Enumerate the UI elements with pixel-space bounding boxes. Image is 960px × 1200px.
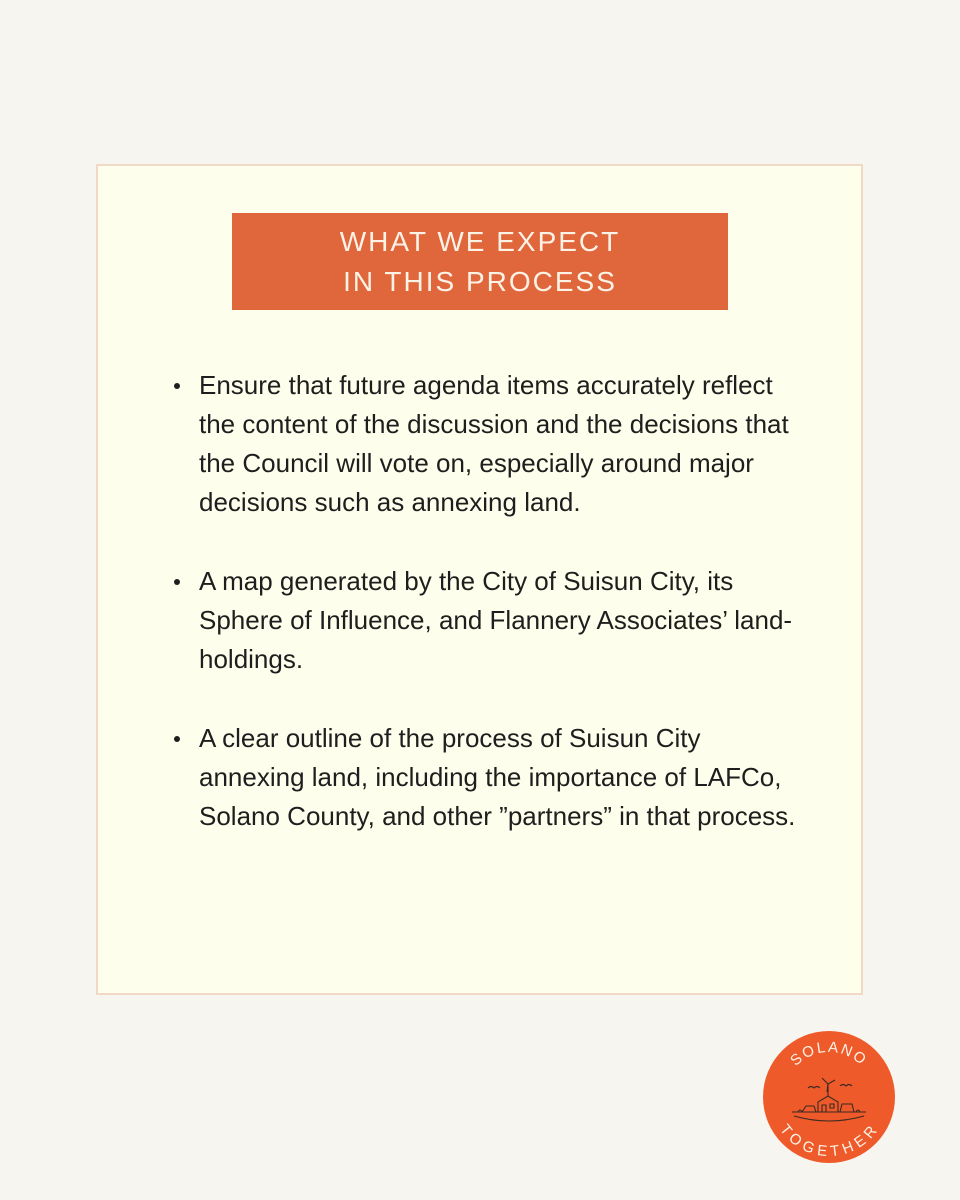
list-item: A map generated by the City of Suisun City, its Sphere of Influence, and Flannery Associates’ land-holdings.: [168, 562, 808, 679]
heading-banner: [232, 213, 728, 310]
content-card: [96, 164, 863, 995]
list-item: Ensure that future agenda items accurately reflect the content of the discussion and the decisions that the Council will vote on, especially around major decisions such as annexing land.: [168, 366, 808, 522]
heading-line-2: IN THIS PROCESS: [343, 265, 617, 297]
expectations-list: [168, 366, 808, 876]
logo-bottom-text: TOGETHER: [775, 1121, 883, 1161]
solano-together-logo: [762, 1030, 896, 1164]
logo-top-text: SOLANO: [787, 1038, 871, 1070]
heading-line-1: WHAT WE EXPECT: [339, 225, 621, 257]
list-item: A clear outline of the process of Suisun City annexing land, including the importance of LAFCo, Solano County, and other ”partners” in that process.: [168, 719, 808, 836]
logo-badge-icon: [762, 1030, 896, 1164]
